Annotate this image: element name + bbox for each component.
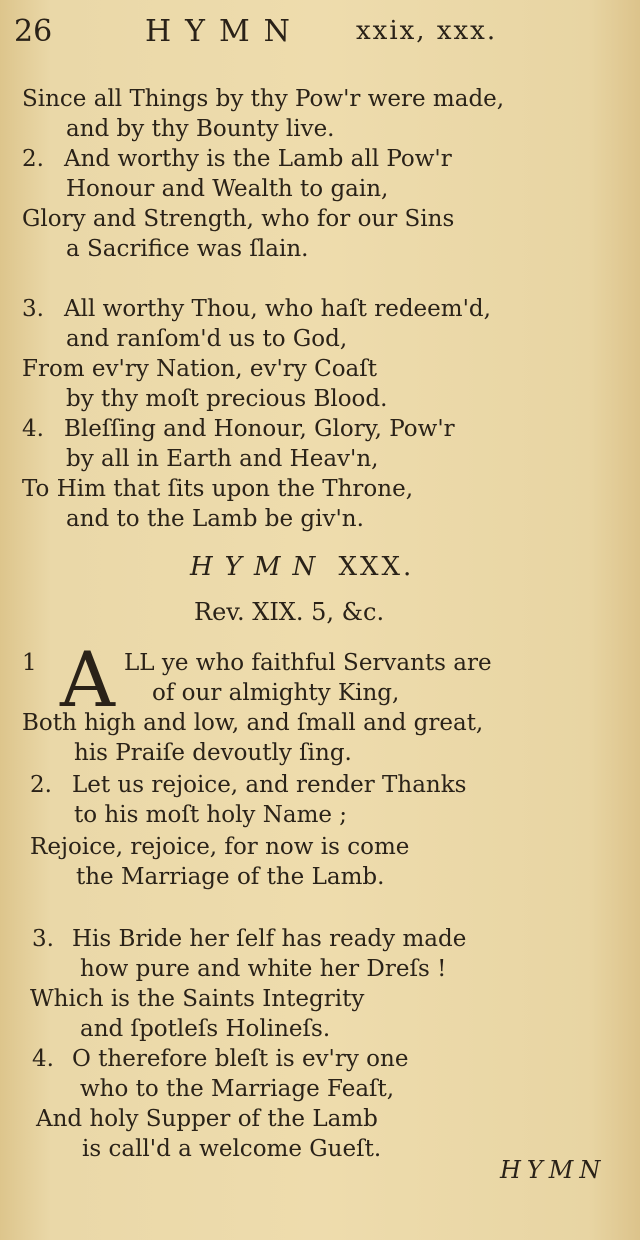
verse-number: 4. [32,1046,54,1072]
hymn-title-word: HYMN [190,552,328,582]
verse-line: by thy moſt precious Blood. [66,386,388,412]
verse-line: Glory and Strength, who for our Sins [22,206,455,232]
verse-line: of our almighty King, [152,680,400,706]
verse-line: Bleſſing and Honour, Glory, Pow'r [64,416,455,442]
verse-number: 2. [22,146,44,172]
scripture-reference: Rev. XIX. 5, &c. [194,598,385,626]
verse-line: Both high and low, and ſmall and great, [22,710,484,736]
verse-line: Let us rejoice, and render Thanks [72,772,467,798]
verse-line: Honour and Wealth to gain, [66,176,389,202]
verse-line: and by thy Bounty live. [66,116,335,142]
running-title: HYMN [145,14,304,49]
verse-line: and ſpotleſs Holineſs. [80,1016,331,1042]
verse-line: and ranſom'd us to God, [66,326,348,352]
verse-line: Since all Things by thy Pow'r were made, [22,86,505,112]
drop-cap: A [60,635,115,724]
verse-number: 1 [22,650,37,676]
verse-line: and to the Lamb be giv'n. [66,506,364,532]
verse-number: 2. [30,772,52,798]
verse-number: 3. [32,926,54,952]
hymn-title-number: XXX. [338,552,415,582]
verse-line: O therefore bleſt is ev'ry one [72,1046,409,1072]
verse-line: Rejoice, rejoice, for now is come [30,834,410,860]
verse-line: From ev'ry Nation, ev'ry Coaſt [22,356,378,382]
verse-number: 3. [22,296,44,322]
running-header [0,14,640,54]
catchword: HYMN [500,1156,607,1184]
verse-line: his Praiſe devoutly ſing. [74,740,352,766]
verse-line: His Bride her ſelf has ready made [72,926,467,952]
running-hymn-numbers: xxix, xxx. [356,16,498,46]
hymn-title [190,552,414,582]
verse-line: how pure and white her Dreſs ! [80,956,447,982]
verse-line: the Marriage of the Lamb. [76,864,385,890]
verse-line: Which is the Saints Integrity [30,986,365,1012]
verse-number: 4. [22,416,44,442]
verse-line: LL ye who faithful Servants are [124,650,492,676]
verse-line: To Him that ſits upon the Throne, [22,476,414,502]
verse-line: to his moſt holy Name ; [74,802,348,828]
verse-line: by all in Earth and Heav'n, [66,446,379,472]
page-number: 26 [14,14,53,49]
verse-line: And worthy is the Lamb all Pow'r [64,146,452,172]
verse-line: And holy Supper of the Lamb [36,1106,378,1132]
verse-line: is call'd a welcome Gueſt. [82,1136,382,1162]
verse-line: All worthy Thou, who haſt redeem'd, [64,296,491,322]
verse-line: who to the Marriage Feaſt, [80,1076,395,1102]
verse-line: a Sacrifice was ſlain. [66,236,309,262]
